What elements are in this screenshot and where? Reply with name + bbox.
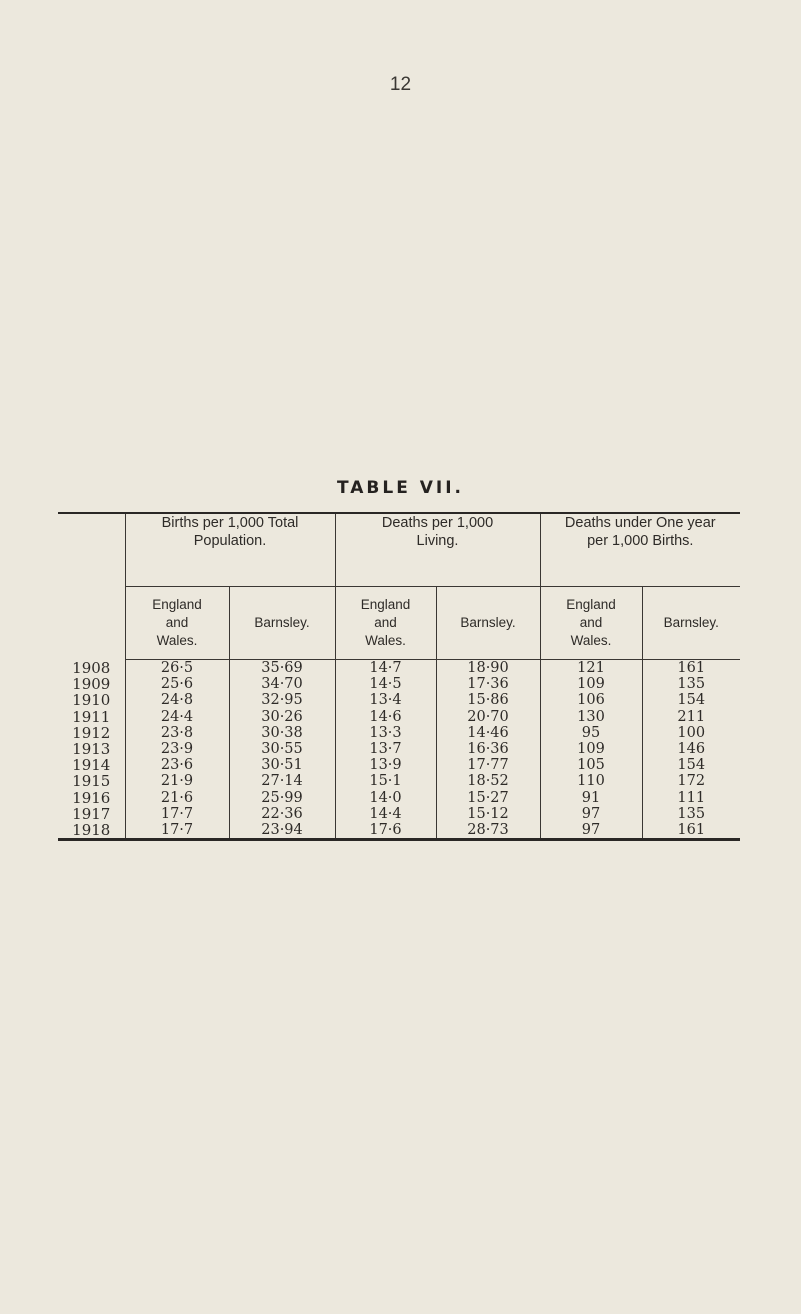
infant-deaths-group-header [540,513,740,587]
value-cell: 24·4 [125,709,229,725]
value-cell: 17·36 [436,676,540,692]
value-cell: 211 [642,709,740,725]
value-cell: 18·90 [436,660,540,677]
year-cell: 1917 [72,804,111,823]
value-cell: 13·9 [335,757,436,773]
deaths-england-wales-header [335,587,436,660]
value-cell: 161 [642,822,740,840]
year-cell: 1914 [72,756,111,775]
year-cell: 1915 [72,772,111,791]
sub-header-line: Wales. [365,633,406,648]
value-cell: 14·4 [335,806,436,822]
statistics-table [58,512,740,841]
infant-barnsley-header [642,587,740,660]
value-cell: 14·7 [335,660,436,677]
group-header-line: per 1,000 Births. [587,533,694,549]
value-cell: 106 [540,692,642,708]
value-cell: 130 [540,709,642,725]
sub-header-line: and [165,615,189,630]
value-cell: 13·3 [335,725,436,741]
value-cell: 15·27 [436,790,540,806]
table-row [58,725,740,741]
value-cell: 18·52 [436,773,540,789]
value-cell: 97 [540,806,642,822]
sub-header-line: England [152,597,202,612]
table-row [58,676,740,692]
value-cell: 14·6 [335,709,436,725]
infant-england-wales-header [540,587,642,660]
value-cell: 30·55 [229,741,335,757]
table-row [58,757,740,773]
group-header-line: Living. [416,533,459,549]
value-cell: 15·12 [436,806,540,822]
value-cell: 172 [642,773,740,789]
page-number: 12 [389,74,412,95]
value-cell: 15·86 [436,692,540,708]
value-cell: 27·14 [229,773,335,789]
value-cell: 135 [642,676,740,692]
value-cell: 17·7 [125,806,229,822]
value-cell: 26·5 [125,660,229,677]
value-cell: 24·8 [125,692,229,708]
value-cell: 17·77 [436,757,540,773]
sub-header-line: Wales. [156,633,198,648]
value-cell: 34·70 [229,676,335,692]
table-title: TABLE VII. [336,478,465,498]
value-cell: 30·38 [229,725,335,741]
value-cell: 25·6 [125,676,229,692]
value-cell: 20·70 [436,709,540,725]
value-cell: 146 [642,741,740,757]
sub-header-line: Barnsley. [254,615,310,630]
table-row [58,822,740,840]
value-cell: 161 [642,660,740,677]
year-cell: 1913 [72,740,111,759]
year-cell: 1909 [72,675,111,694]
value-cell: 30·26 [229,709,335,725]
value-cell: 111 [642,790,740,806]
statistics-table-container [58,512,740,841]
value-cell: 13·4 [335,692,436,708]
value-cell: 14·0 [335,790,436,806]
deaths-group-header [335,513,540,587]
table-row [58,709,740,725]
year-cell: 1916 [72,788,111,807]
year-cell: 1908 [72,658,111,677]
sub-header-line: Wales. [570,633,612,648]
value-cell: 21·6 [125,790,229,806]
sub-header-line: England [360,597,411,612]
year-cell: 1910 [72,691,111,710]
sub-header-line: and [374,615,397,630]
table-row [58,660,740,677]
value-cell: 23·6 [125,757,229,773]
value-cell: 154 [642,757,740,773]
group-header-row [58,513,740,587]
year-column-header [58,513,125,660]
value-cell: 32·95 [229,692,335,708]
value-cell: 109 [540,676,642,692]
value-cell: 35·69 [229,660,335,677]
value-cell: 91 [540,790,642,806]
deaths-barnsley-header [436,587,540,660]
group-header-line: Population. [193,533,267,549]
table-row [58,692,740,708]
value-cell: 23·9 [125,741,229,757]
value-cell: 25·99 [229,790,335,806]
value-cell: 14·5 [335,676,436,692]
value-cell: 16·36 [436,741,540,757]
table-row [58,790,740,806]
value-cell: 23·8 [125,725,229,741]
births-group-header [125,513,335,587]
value-cell: 17·7 [125,822,229,840]
year-cell: 1918 [72,820,111,839]
value-cell: 135 [642,806,740,822]
value-cell: 110 [540,773,642,789]
sub-header-line: and [579,615,603,630]
value-cell: 105 [540,757,642,773]
table-row [58,806,740,822]
table-body [58,660,740,840]
value-cell: 15·1 [335,773,436,789]
value-cell: 97 [540,822,642,840]
value-cell: 22·36 [229,806,335,822]
value-cell: 100 [642,725,740,741]
group-header-line: Births per 1,000 Total [161,515,299,531]
value-cell: 13·7 [335,741,436,757]
group-header-line: Deaths under One year [564,515,716,531]
table-row [58,741,740,757]
sub-header-row [58,587,740,660]
value-cell: 95 [540,725,642,741]
value-cell: 14·46 [436,725,540,741]
group-header-line: Deaths per 1,000 [381,515,494,531]
sub-header-line: Barnsley. [460,615,516,630]
sub-header-line: Barnsley. [663,615,719,630]
sub-header-line: England [566,597,616,612]
value-cell: 121 [540,660,642,677]
value-cell: 21·9 [125,773,229,789]
value-cell: 154 [642,692,740,708]
value-cell: 17·6 [335,822,436,840]
births-barnsley-header [229,587,335,660]
births-england-wales-header [125,587,229,660]
table-row [58,773,740,789]
value-cell: 28·73 [436,822,540,840]
value-cell: 23·94 [229,822,335,840]
value-cell: 109 [540,741,642,757]
year-cell: 1912 [72,723,111,742]
year-cell: 1911 [72,707,111,726]
value-cell: 30·51 [229,757,335,773]
